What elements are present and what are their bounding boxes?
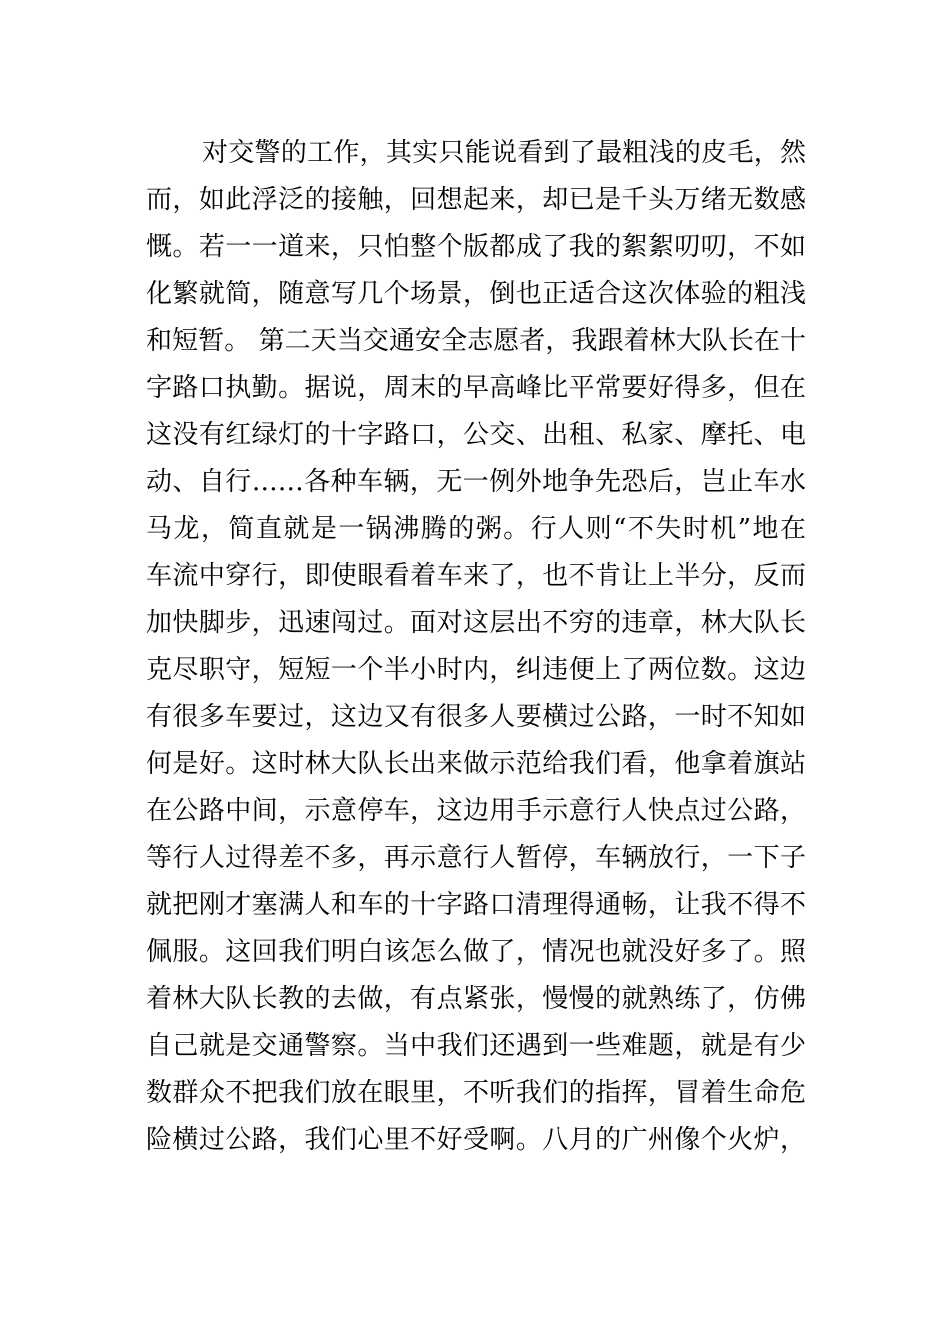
text-line-18: 佩服。这回我们明白该怎么做了，情况也就没好多了。照 — [146, 937, 806, 967]
text-line-1: 对交警的工作，其实只能说看到了最粗浅的皮毛，然 — [202, 138, 806, 168]
text-line-4: 化繁就简，随意写几个场景，倒也正适合这次体验的粗浅 — [146, 279, 806, 309]
text-line-15: 在公路中间，示意停车，这边用手示意行人快点过公路， — [146, 796, 806, 826]
text-line-19: 着林大队长教的去做，有点紧张，慢慢的就熟练了，仿佛 — [146, 984, 806, 1014]
text-line-12: 克尽职守，短短一个半小时内，纠违便上了两位数。这边 — [146, 655, 806, 685]
text-line-10: 车流中穿行，即使眼看着车来了，也不肯让上半分，反而 — [146, 561, 806, 591]
text-line-22: 险横过公路，我们心里不好受啊。八月的广州像个火炉， — [146, 1125, 806, 1155]
text-line-14: 何是好。这时林大队长出来做示范给我们看，他拿着旗站 — [146, 749, 806, 779]
text-line-8: 动、自行……各种车辆，无一例外地争先恐后，岂止车水 — [146, 467, 806, 497]
text-line-16: 等行人过得差不多，再示意行人暂停，车辆放行，一下子 — [146, 843, 806, 873]
text-line-6: 字路口执勤。据说，周末的早高峰比平常要好得多，但在 — [146, 373, 806, 403]
text-line-13: 有很多车要过，这边又有很多人要横过公路，一时不知如 — [146, 702, 806, 732]
text-line-20: 自己就是交通警察。当中我们还遇到一些难题，就是有少 — [146, 1031, 806, 1061]
text-line-7: 这没有红绿灯的十字路口，公交、出租、私家、摩托、电 — [146, 420, 806, 450]
text-line-3: 慨。若一一道来，只怕整个版都成了我的絮絮叨叨，不如 — [146, 232, 806, 262]
text-line-5: 和短暂。 第二天当交通安全志愿者，我跟着林大队长在十 — [146, 326, 806, 356]
text-line-11: 加快脚步，迅速闯过。面对这层出不穷的违章，林大队长 — [146, 608, 806, 638]
text-line-9: 马龙，简直就是一锅沸腾的粥。行人则“不失时机”地在 — [146, 514, 806, 544]
body-paragraph — [146, 130, 806, 1164]
text-line-17: 就把刚才塞满人和车的十字路口清理得通畅，让我不得不 — [146, 890, 806, 920]
text-line-2: 而，如此浮泛的接触，回想起来，却已是千头万绪无数感 — [146, 185, 806, 215]
text-line-21: 数群众不把我们放在眼里，不听我们的指挥，冒着生命危 — [146, 1078, 806, 1108]
